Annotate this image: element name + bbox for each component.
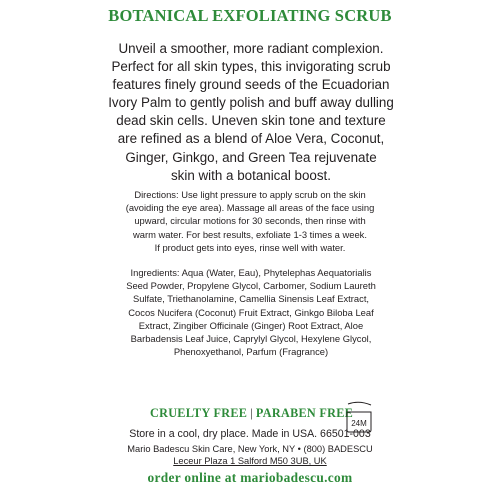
description-line: Unveil a smoother, more radiant complexion. bbox=[118, 41, 384, 56]
company-address bbox=[120, 443, 380, 468]
description-line: skin with a botanical boost. bbox=[170, 167, 332, 183]
directions-line: If product gets into eyes, rinse well with water. bbox=[154, 241, 346, 253]
ingredients-line: Phenoxyethanol, Parfum (Fragrance) bbox=[173, 346, 329, 358]
description-line: Ginger, Ginkgo, and Green Tea rejuvenate bbox=[125, 149, 377, 165]
description-line: dead skin cells. Uneven skin tone and texture bbox=[116, 113, 386, 129]
directions-line: upward, circular motions for 30 seconds, then rinse with bbox=[134, 215, 366, 227]
product-description bbox=[92, 40, 410, 185]
product-title: BOTANICAL EXFOLIATING SCRUB bbox=[108, 6, 392, 25]
storage-info: Store in a cool, dry place. Made in USA. 66501-003 bbox=[129, 428, 371, 440]
paraben-free-claim: PARABEN FREE bbox=[255, 406, 354, 420]
pao-label: 24M bbox=[351, 419, 367, 428]
ingredients-block bbox=[110, 266, 392, 358]
cruelty-free-claim: CRUELTY FREE bbox=[150, 406, 248, 420]
directions-line: warm water. For best results, exfoliate 1-3 times a week. bbox=[133, 228, 367, 240]
address-line-uk: Leceur Plaza 1 Salford M50 3UB, UK bbox=[173, 456, 327, 467]
claims-separator: | bbox=[250, 406, 253, 420]
directions-block bbox=[118, 188, 382, 254]
ingredients-line: Cocos Nucifera (Coconut) Fruit Extract, Ginkgo Biloba Leaf bbox=[128, 306, 374, 318]
description-line: features finely ground seeds of the Ecuadorian bbox=[112, 77, 390, 93]
description-line: Perfect for all skin types, this invigorating scrub bbox=[111, 59, 391, 75]
description-line: are refined as a blend of Aloe Vera, Coconut, bbox=[117, 131, 385, 147]
ingredients-line: Ingredients: Aqua (Water, Eau), Phytelephas Aequatorialis bbox=[130, 267, 372, 278]
website-link: order online at mariobadescu.com bbox=[147, 470, 353, 485]
description-line: Ivory Palm to gently polish and buff away dulling bbox=[108, 95, 394, 111]
ingredients-line: Sulfate, Triethanolamine, Camellia Sinensis Leaf Extract, bbox=[132, 293, 370, 305]
directions-line: Directions: Use light pressure to apply scrub on the skin bbox=[134, 189, 366, 200]
ingredients-line: Extract, Zingiber Officinale (Ginger) Root Extract, Aloe bbox=[138, 319, 364, 331]
ingredients-line: Barbadensis Leaf Juice, Caprylyl Glycol, Hexylene Glycol, bbox=[130, 333, 372, 345]
directions-line: (avoiding the eye area). Massage all areas of the face using bbox=[125, 202, 375, 214]
address-line-us: Mario Badescu Skin Care, New York, NY • (800) BADESCU bbox=[127, 444, 373, 454]
ingredients-line: Seed Powder, Propylene Glycol, Carbomer, Sodium Laureth bbox=[126, 280, 376, 292]
product-claims bbox=[150, 406, 354, 421]
